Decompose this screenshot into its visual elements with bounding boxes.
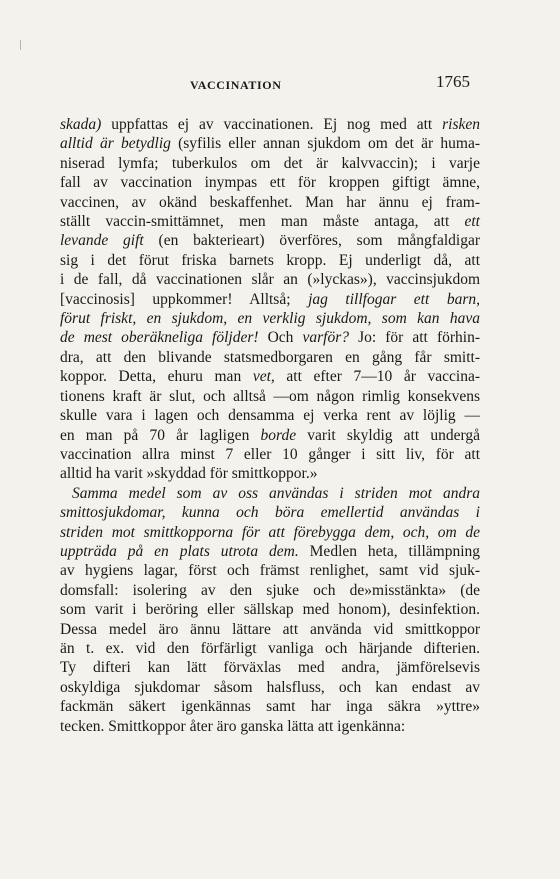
text-line	[60, 717, 480, 736]
body-text-segment: i de fall, då vaccinationen slår an (»lyckas»), vaccinsjukdom	[60, 271, 480, 289]
body-text-segment: fall av vaccination inympas ett för kroppen giftigt ämne,	[60, 174, 480, 192]
body-text-segment: skulle vara i lagen och densamma ej verka rent av löjlig —	[60, 407, 480, 425]
body-text-segment: vaccinen, av okänd beskaffenhet. Man har ännu ej fram-	[60, 193, 480, 211]
running-head: VACCINATION	[190, 78, 282, 92]
body-text-segment: dra, att den blivande statsmedborgaren en gång får smitt-	[60, 348, 480, 366]
italic-text: risken	[442, 116, 480, 133]
body-text-segment: Och	[258, 329, 303, 347]
body-text-segment: sig i det förut friska barnets kropp. Ej underligt då, att	[60, 251, 480, 269]
body-text-segment: Medlen heta, tillämpning	[298, 542, 480, 560]
text-line	[60, 134, 480, 153]
text-line	[60, 445, 480, 464]
body-text-segment: ställt vaccin-smittämnet, men man måste antaga, att	[60, 213, 465, 231]
text-line	[60, 193, 480, 212]
italic-text: förut friskt, en sjukdom, en verklig sjukdom, som kan hava	[60, 310, 480, 328]
body-text-segment: än t. ex. vid den förfärligt vanliga och härjande difterien.	[60, 639, 480, 657]
text-line	[60, 581, 480, 600]
body-text-segment: tionens kraft är slut, och alltså —om någon rimlig konsekvens	[60, 387, 480, 405]
body-text-segment: niserad lymfa; tuberkulos om det är kalvvaccin); i varje	[60, 154, 480, 172]
text-line	[60, 697, 480, 716]
body-text-segment: som varit i beröring eller sällskap med honom), desinfektion.	[60, 601, 480, 619]
body-text-segment: fackmän säkert igenkännas samt har inga säkra »yttre»	[60, 698, 480, 716]
text-line	[60, 387, 480, 406]
text-line	[60, 658, 480, 677]
page-number: 1765	[436, 72, 470, 91]
text-line	[60, 115, 480, 134]
text-line	[60, 290, 480, 309]
text-line	[60, 464, 480, 483]
italic-text: uppträda på en plats utrota dem.	[60, 542, 299, 560]
text-line	[60, 639, 480, 658]
italic-text: Samma medel som av oss användas i striden mot andra	[72, 484, 480, 502]
text-line	[60, 212, 480, 231]
text-line	[60, 231, 480, 250]
body-text-segment: oskyldiga sjukdomar såsom halsfluss, och kan endast av	[60, 678, 480, 696]
body-text-segment: koppor. Detta, ehuru man	[60, 368, 253, 386]
body-text-segment: varit skyldig att undergå	[296, 426, 480, 444]
body-text-segment: uppfattas ej av vaccinationen. Ej nog med att	[101, 116, 443, 133]
body-text-segment: att efter 7—10 år vaccina-	[274, 368, 480, 386]
text-line	[60, 678, 480, 697]
body-text-segment: av hygiens lagar, först och främst renlighet, samt vid sjuk-	[60, 562, 480, 580]
text-line	[60, 542, 480, 561]
text-line	[60, 523, 480, 542]
text-line	[60, 503, 480, 522]
body-text-segment: Jo: för att förhin-	[349, 329, 480, 347]
text-line	[60, 367, 480, 386]
text-line	[60, 600, 480, 619]
text-line	[60, 561, 480, 580]
body-text-segment: (syfilis eller annan sjukdom om det är huma-	[170, 135, 480, 153]
italic-text: jag tillfogar ett barn,	[308, 290, 480, 308]
text-line	[60, 154, 480, 173]
italic-text: levande gift	[60, 232, 144, 250]
italic-text: de mest oberäkneliga följder!	[60, 329, 259, 347]
italic-text: alltid är betydlig	[60, 135, 171, 153]
italic-text: skada)	[60, 116, 102, 133]
body-text	[60, 115, 480, 736]
body-text-segment: domsfall: isolering av den sjuke och de»misstänkta» (de	[60, 581, 480, 599]
body-text-segment: alltid ha varit »skyddad för smittkoppor.»	[60, 465, 318, 483]
italic-text: varför?	[302, 329, 349, 347]
body-text-segment: Dessa medel äro ännu lättare att använda vid smittkoppor	[60, 620, 480, 638]
italic-text: ett	[464, 213, 480, 231]
body-text-segment: en man på 70 år lagligen	[60, 426, 261, 444]
text-line	[60, 426, 480, 445]
body-text-segment: vaccination allra minst 7 eller 10 gånger i sitt liv, för att	[60, 445, 480, 463]
text-line	[60, 270, 480, 289]
margin-mark	[20, 40, 21, 50]
italic-text: vet,	[252, 368, 275, 386]
body-text-segment: [vaccinosis] uppkommer! Alltså;	[60, 290, 309, 308]
text-line	[60, 406, 480, 425]
text-line	[60, 251, 480, 270]
text-line	[60, 348, 480, 367]
text-line	[60, 173, 480, 192]
text-line	[60, 309, 480, 328]
text-line	[60, 484, 480, 503]
italic-text: borde	[260, 426, 297, 444]
body-text-segment: Ty difteri kan lätt förväxlas med andra, jämförelsevis	[60, 659, 480, 677]
text-line	[60, 328, 480, 347]
italic-text: smittosjukdomar, kunna och böra emellertid användas i	[60, 504, 480, 522]
italic-text: striden mot smittkopporna för att förebygga dem, och, om de	[60, 523, 480, 541]
body-text-segment: tecken. Smittkoppor åter äro ganska lätta att igenkänna:	[60, 717, 406, 735]
text-line	[60, 620, 480, 639]
body-text-segment: (en bakterieart) överföres, som mångfaldigar	[143, 232, 480, 250]
